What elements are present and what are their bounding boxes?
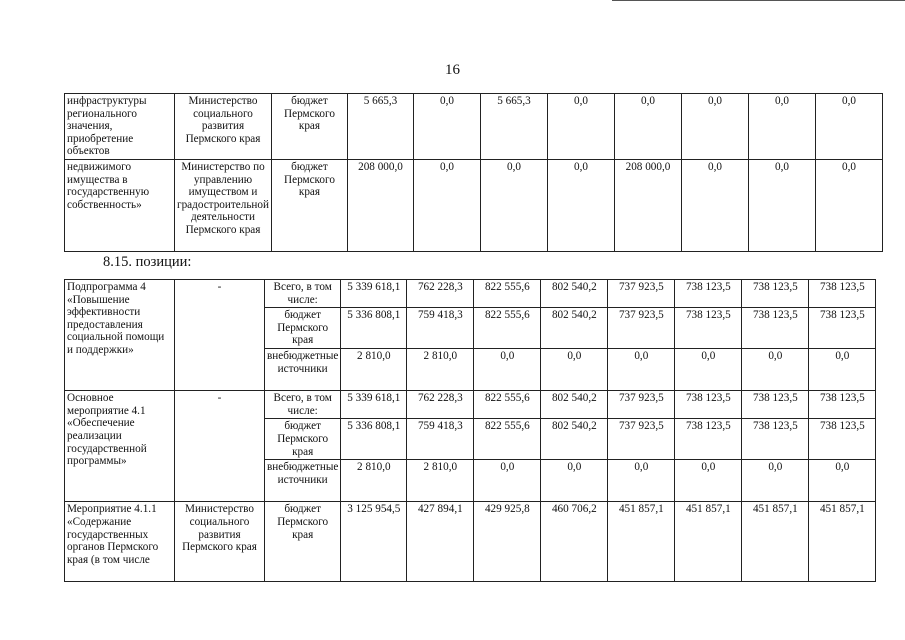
name-cell: Основное мероприятие 4.1 «Обеспечение реализации государственной программы» [65, 391, 175, 502]
table-row [65, 159, 883, 251]
top-rule [612, 0, 905, 1]
value-cell: 0,0 [815, 159, 882, 251]
source-cell: Всего, в том числе: [265, 391, 341, 419]
budget-table-continued [64, 93, 883, 252]
value-cell: 0,0 [541, 460, 608, 502]
value-cell: 0,0 [742, 349, 809, 391]
value-cell: 5 339 618,1 [341, 391, 407, 419]
name-cell: инфраструктуры регионального значения, приобретение объектов [65, 94, 175, 160]
value-cell: 0,0 [681, 94, 748, 160]
value-cell: 738 123,5 [675, 308, 742, 349]
value-cell: 208 000,0 [614, 159, 681, 251]
value-cell: 0,0 [681, 159, 748, 251]
value-cell: 460 706,2 [541, 502, 608, 582]
value-cell: 427 894,1 [407, 502, 474, 582]
value-cell: 5 665,3 [347, 94, 413, 160]
budget-table-positions [64, 279, 876, 582]
value-cell: 759 418,3 [407, 419, 474, 460]
value-cell: 0,0 [742, 460, 809, 502]
value-cell: 802 540,2 [541, 308, 608, 349]
value-cell: 822 555,6 [474, 308, 541, 349]
value-cell: 0,0 [675, 349, 742, 391]
value-cell: 0,0 [748, 94, 815, 160]
source-cell: бюджет Пермского края [265, 308, 341, 349]
value-cell: 0,0 [809, 349, 876, 391]
section-heading: 8.15. позиции: [103, 254, 192, 270]
source-cell: бюджет Пермского края [271, 94, 347, 160]
table-row [65, 391, 876, 419]
value-cell: 737 923,5 [608, 419, 675, 460]
value-cell: 738 123,5 [742, 308, 809, 349]
value-cell: 762 228,3 [407, 391, 474, 419]
value-cell: 2 810,0 [341, 349, 407, 391]
table-row [65, 280, 876, 308]
name-cell: Мероприятие 4.1.1 «Содержание государственных органов Пермского края (в том числе [65, 502, 175, 582]
value-cell: 2 810,0 [407, 349, 474, 391]
value-cell: 0,0 [809, 460, 876, 502]
value-cell: 822 555,6 [474, 419, 541, 460]
value-cell: 3 125 954,5 [341, 502, 407, 582]
value-cell: 0,0 [815, 94, 882, 160]
value-cell: 738 123,5 [675, 419, 742, 460]
value-cell: 5 336 808,1 [341, 308, 407, 349]
value-cell: 738 123,5 [809, 391, 876, 419]
value-cell: 738 123,5 [742, 419, 809, 460]
value-cell: 762 228,3 [407, 280, 474, 308]
value-cell: 759 418,3 [407, 308, 474, 349]
value-cell: 5 336 808,1 [341, 419, 407, 460]
value-cell: 2 810,0 [341, 460, 407, 502]
value-cell: 738 123,5 [809, 419, 876, 460]
value-cell: 738 123,5 [742, 280, 809, 308]
value-cell: 738 123,5 [742, 391, 809, 419]
source-cell: Всего, в том числе: [265, 280, 341, 308]
value-cell: 738 123,5 [675, 280, 742, 308]
value-cell: 0,0 [608, 460, 675, 502]
value-cell: 5 339 618,1 [341, 280, 407, 308]
source-cell: внебюджетные источники [265, 349, 341, 391]
executor-cell: Министерство социального развития Пермского края [175, 94, 272, 160]
value-cell: 2 810,0 [407, 460, 474, 502]
value-cell: 737 923,5 [608, 391, 675, 419]
value-cell: 802 540,2 [541, 419, 608, 460]
page-number: 16 [445, 62, 460, 78]
table-row [65, 502, 876, 582]
value-cell: 738 123,5 [809, 308, 876, 349]
value-cell: 451 857,1 [608, 502, 675, 582]
value-cell: 0,0 [748, 159, 815, 251]
value-cell: 737 923,5 [608, 308, 675, 349]
value-cell: 0,0 [413, 94, 480, 160]
source-cell: бюджет Пермского края [271, 159, 347, 251]
value-cell: 0,0 [608, 349, 675, 391]
executor-cell: - [175, 280, 265, 391]
value-cell: 208 000,0 [347, 159, 413, 251]
value-cell: 429 925,8 [474, 502, 541, 582]
source-cell: внебюджетные источники [265, 460, 341, 502]
value-cell: 802 540,2 [541, 280, 608, 308]
value-cell: 5 665,3 [480, 94, 547, 160]
value-cell: 822 555,6 [474, 391, 541, 419]
value-cell: 451 857,1 [675, 502, 742, 582]
executor-cell: Министерство социального развития Пермского края [175, 502, 265, 582]
table-row [65, 94, 883, 160]
value-cell: 0,0 [480, 159, 547, 251]
value-cell: 451 857,1 [742, 502, 809, 582]
value-cell: 0,0 [614, 94, 681, 160]
name-cell: Подпрограмма 4 «Повышение эффективности предоставления социальной помощи и поддержки» [65, 280, 175, 391]
value-cell: 738 123,5 [675, 391, 742, 419]
value-cell: 0,0 [474, 460, 541, 502]
value-cell: 822 555,6 [474, 280, 541, 308]
value-cell: 802 540,2 [541, 391, 608, 419]
value-cell: 0,0 [675, 460, 742, 502]
executor-cell: - [175, 391, 265, 502]
executor-cell: Министерство по управлению имуществом и градостроительной деятельности Пермского края [175, 159, 272, 251]
value-cell: 0,0 [547, 94, 614, 160]
value-cell: 738 123,5 [809, 280, 876, 308]
value-cell: 0,0 [541, 349, 608, 391]
value-cell: 0,0 [547, 159, 614, 251]
source-cell: бюджет Пермского края [265, 419, 341, 460]
value-cell: 0,0 [413, 159, 480, 251]
value-cell: 451 857,1 [809, 502, 876, 582]
value-cell: 0,0 [474, 349, 541, 391]
value-cell: 737 923,5 [608, 280, 675, 308]
name-cell: недвижимого имущества в государственную собственность» [65, 159, 175, 251]
source-cell: бюджет Пермского края [265, 502, 341, 582]
